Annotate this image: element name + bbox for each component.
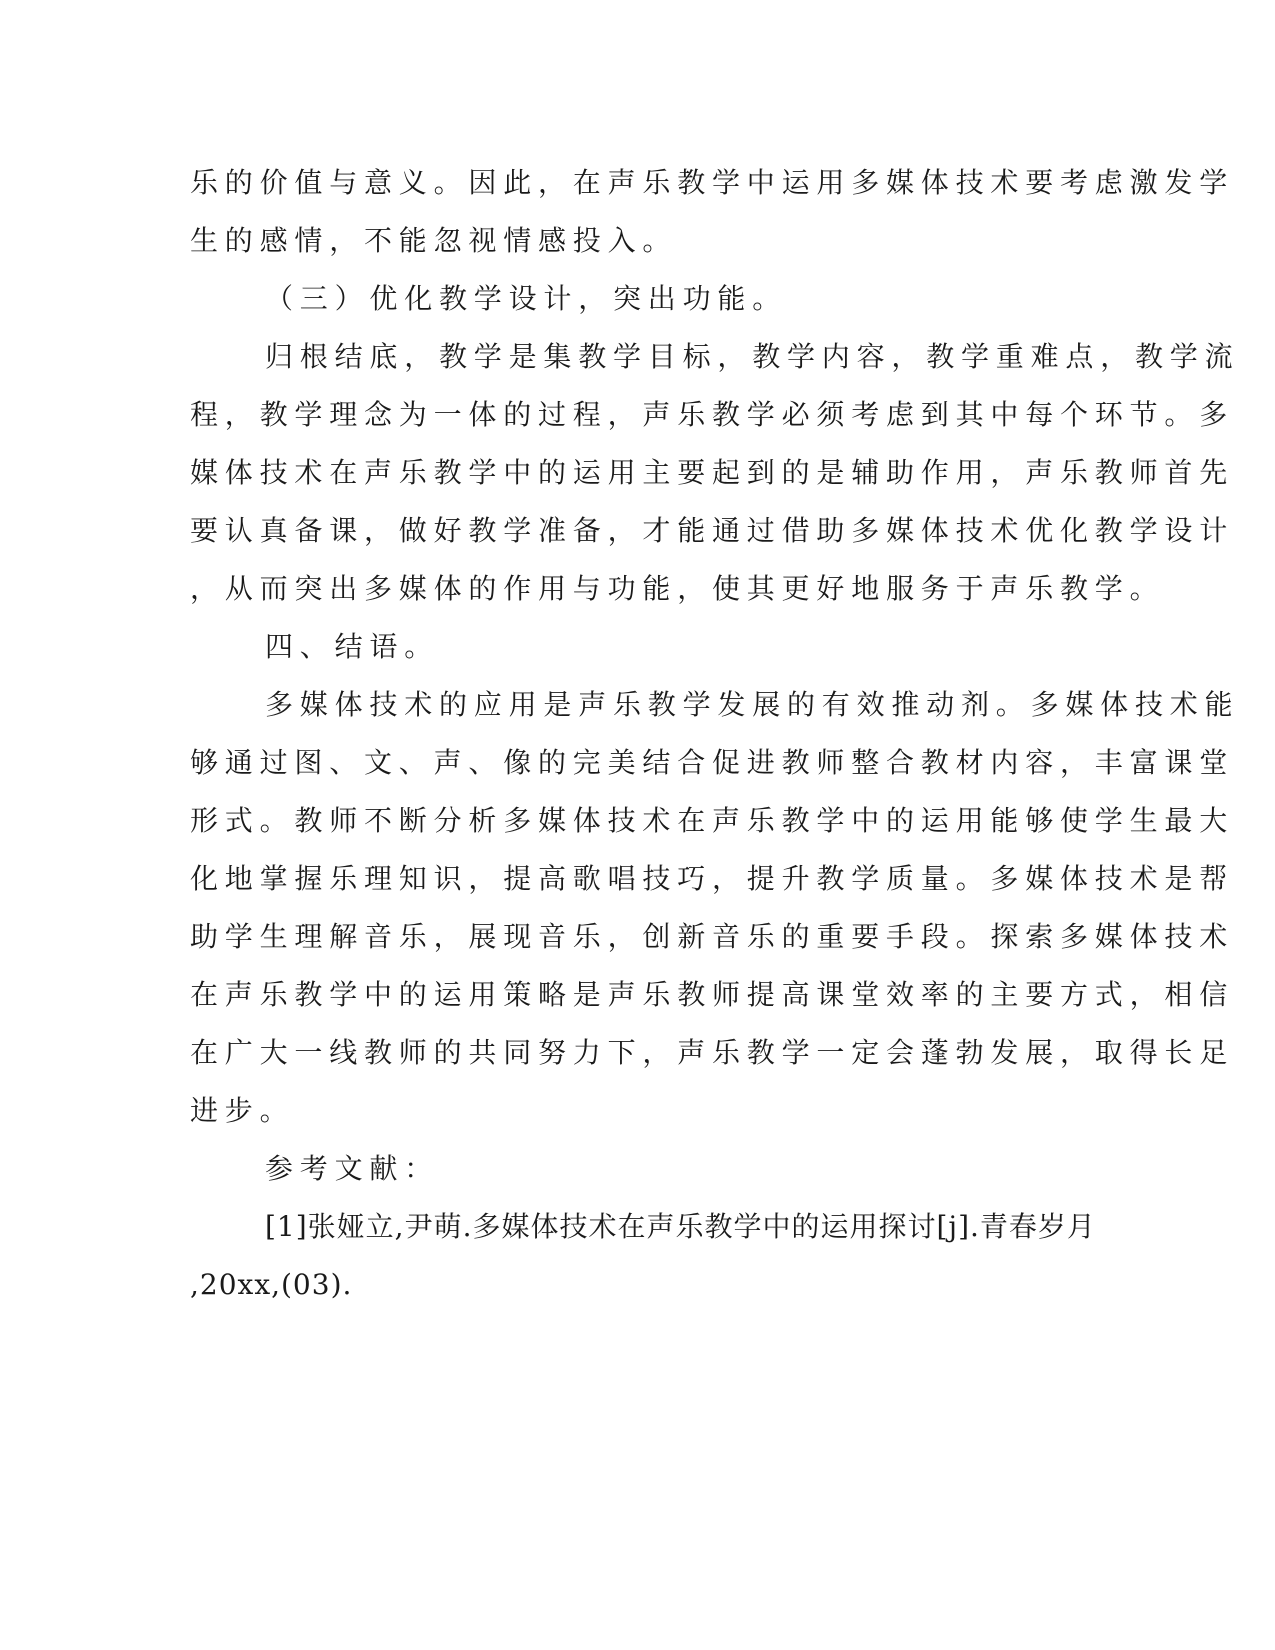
text-line: 进步。 [190,1094,295,1127]
section-heading: 四、结语。 [265,630,440,663]
section-heading: （三）优化教学设计，突出功能。 [265,282,788,315]
text-line: 助学生理解音乐，展现音乐，创新音乐的重要手段。探索多媒体技术 [190,920,1235,953]
paragraph-start-line: 多媒体技术的应用是声乐教学发展的有效推动剂。多媒体技术能 [265,688,1240,721]
text-line: 媒体技术在声乐教学中的运用主要起到的是辅助作用，声乐教师首先 [190,456,1235,489]
paragraph-start-line: 归根结底，教学是集教学目标，教学内容，教学重难点，教学流 [265,340,1240,373]
text-line: 生的感情，不能忽视情感投入。 [190,224,678,257]
text-line: 在广大一线教师的共同努力下，声乐教学一定会蓬勃发展，取得长足 [190,1036,1235,1069]
text-line: 形式。教师不断分析多媒体技术在声乐教学中的运用能够使学生最大 [190,804,1235,837]
text-line: 在声乐教学中的运用策略是声乐教师提高课堂效率的主要方式，相信 [190,978,1235,1011]
text-line: 化地掌握乐理知识，提高歌唱技巧，提升教学质量。多媒体技术是帮 [190,862,1235,895]
reference-item-continuation: ,20xx,(03). [190,1268,353,1301]
text-line: 要认真备课，做好教学准备，才能通过借助多媒体技术优化教学设计 [190,514,1235,547]
text-line: 够通过图、文、声、像的完美结合促进教师整合教材内容，丰富课堂 [190,746,1235,779]
reference-item: [1]张娅立,尹萌.多媒体技术在声乐教学中的运用探讨[j].青春岁月 [265,1210,1096,1243]
text-line: ，从而突出多媒体的作用与功能，使其更好地服务于声乐教学。 [190,572,1165,605]
text-line: 乐的价值与意义。因此，在声乐教学中运用多媒体技术要考虑激发学 [190,166,1235,199]
text-line: 程，教学理念为一体的过程，声乐教学必须考虑到其中每个环节。多 [190,398,1235,431]
references-heading: 参考文献： [265,1152,440,1185]
